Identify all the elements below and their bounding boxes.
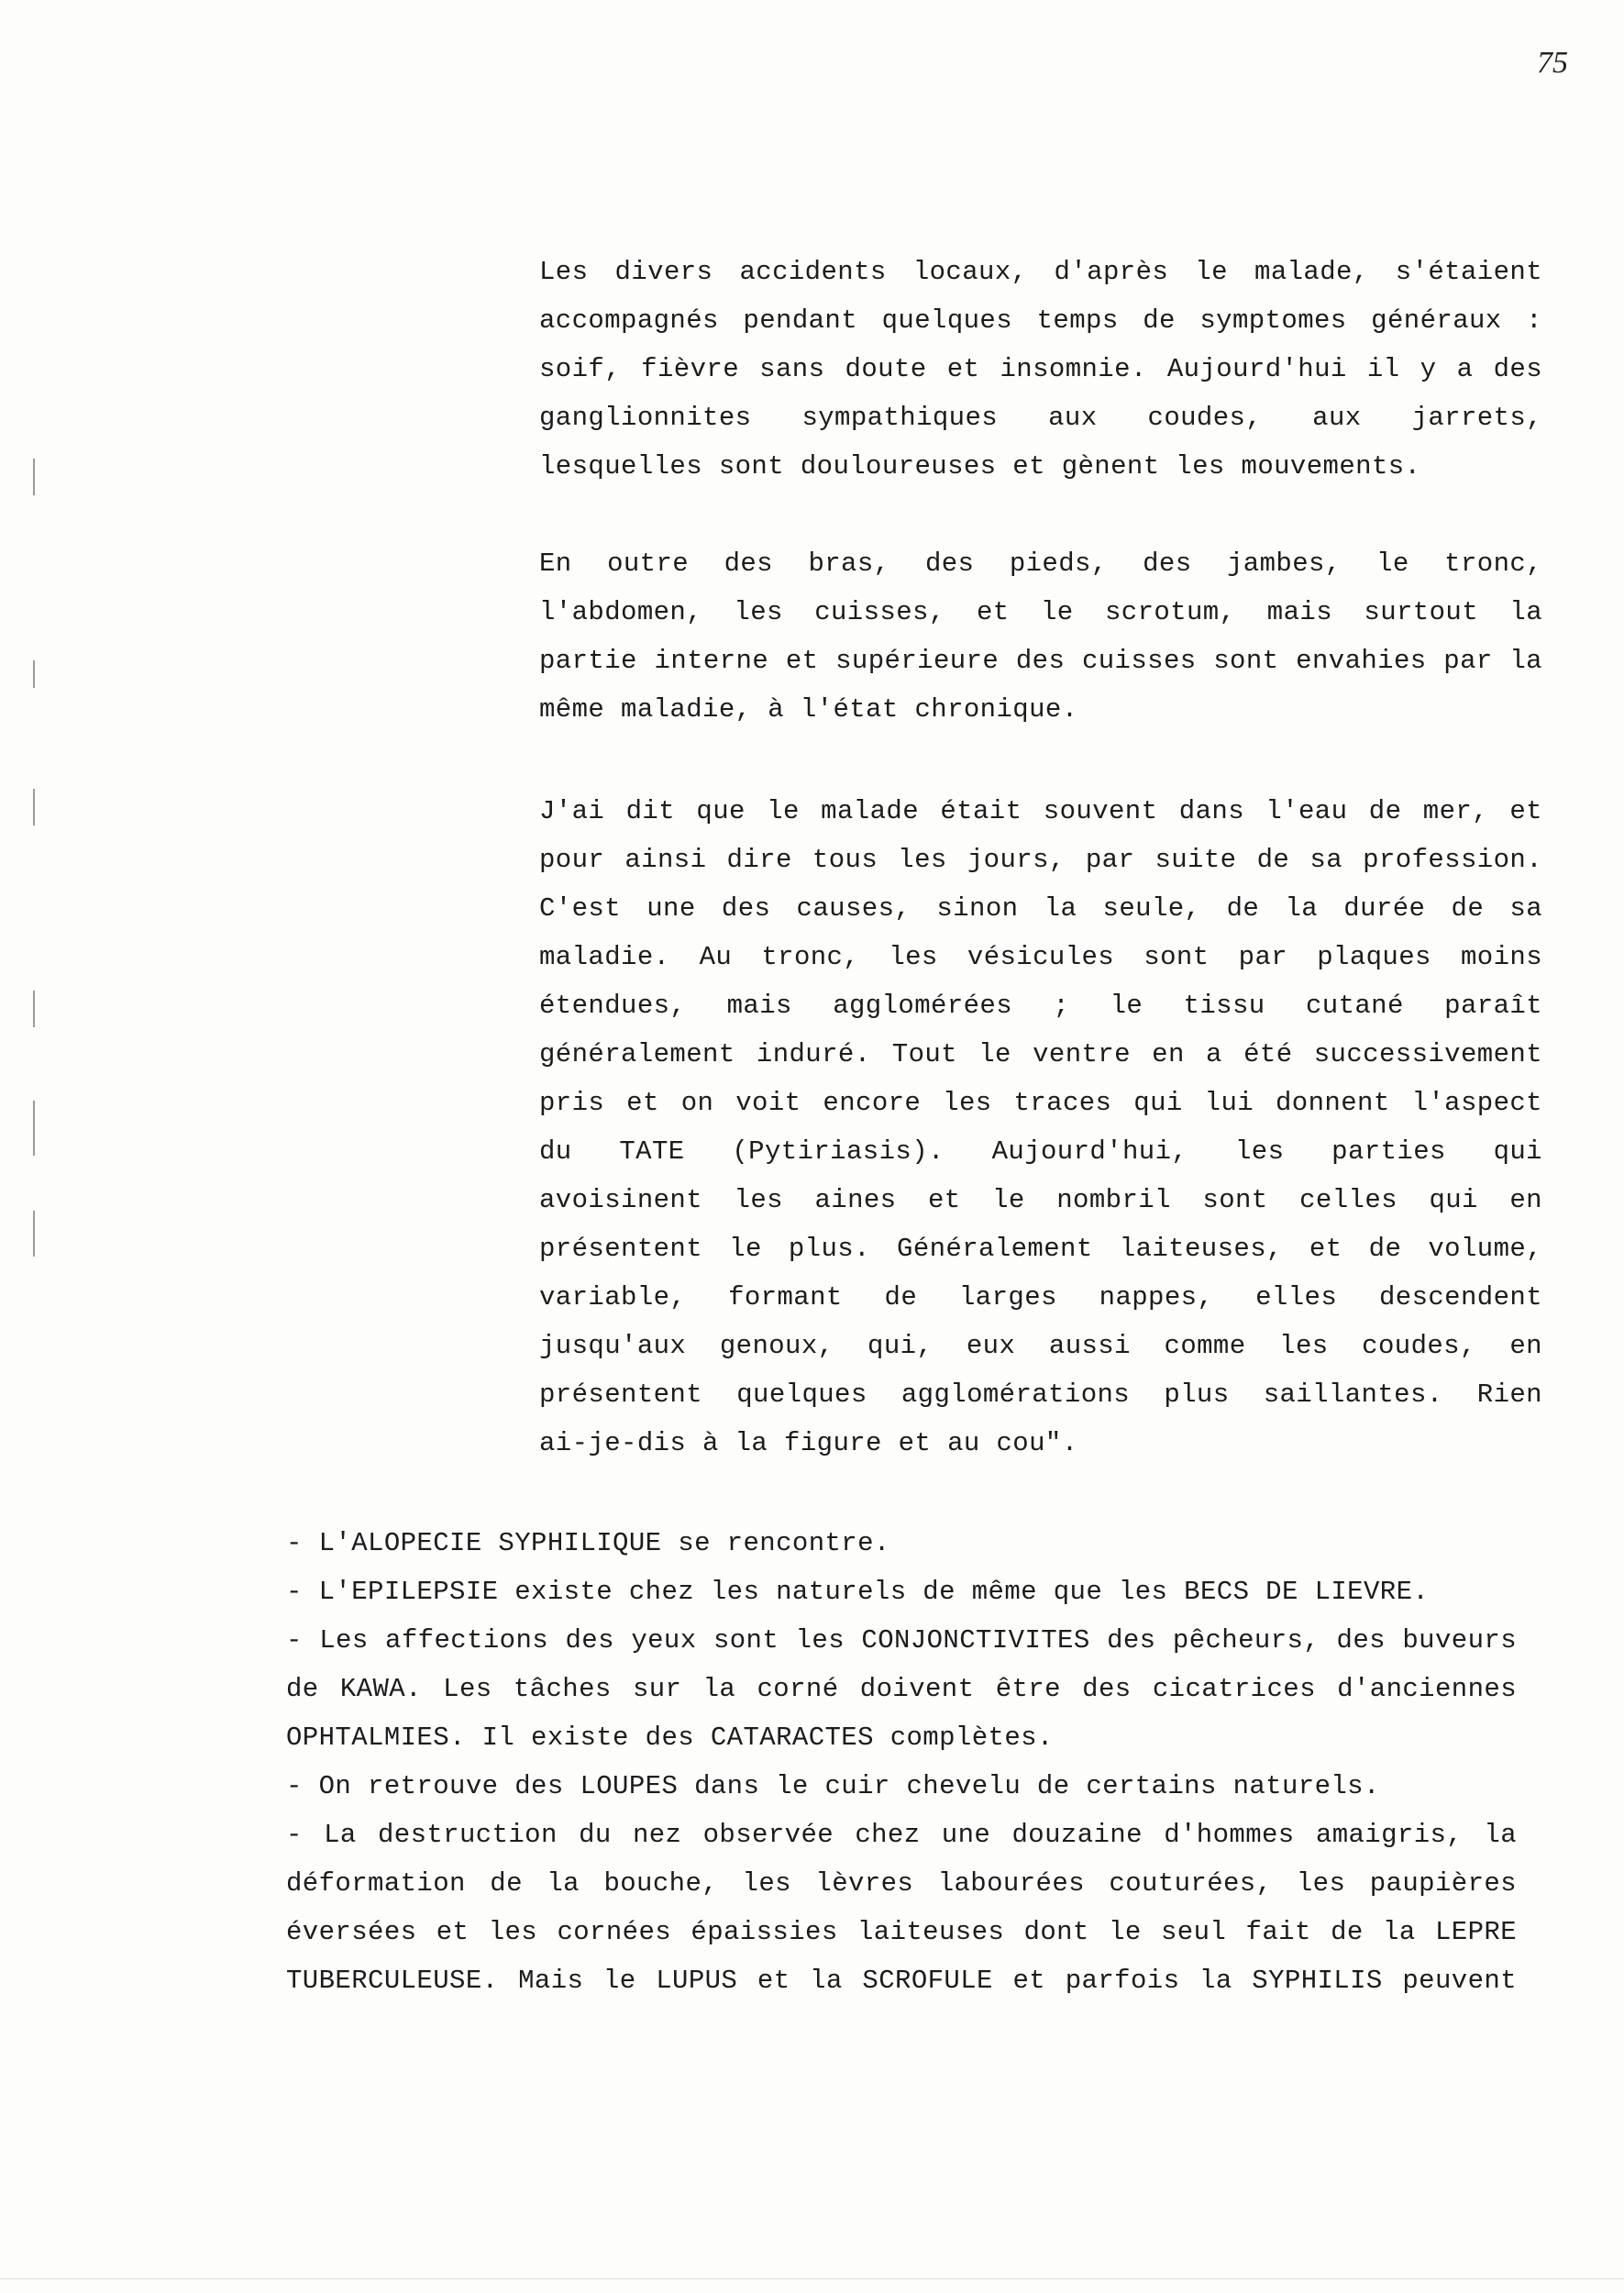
list-item-continuation: TUBERCULEUSE. Mais le LUPUS et la SCROFULE et parfois la SYPHILIS peuvent: [286, 1966, 1517, 1996]
text-line: J'ai dit que le malade était souvent dans l'eau de mer, et: [539, 796, 1542, 826]
text-line: présentent le plus. Généralement laiteuses, et de volume,: [539, 1234, 1542, 1264]
paragraph-3: [539, 787, 1542, 1468]
text-line: variable, formant de larges nappes, elles descendent: [539, 1282, 1542, 1313]
text-line: étendues, mais agglomérées ; le tissu cutané paraît: [539, 991, 1542, 1021]
text-line: avoisinent les aines et le nombril sont celles qui en: [539, 1185, 1542, 1215]
text-line: soif, fièvre sans doute et insomnie. Aujourd'hui il y a des: [539, 354, 1542, 384]
scan-margin-mark: [33, 991, 35, 1027]
text-line: accompagnés pendant quelques temps de symptomes généraux :: [539, 305, 1542, 336]
text-line: jusqu'aux genoux, qui, eux aussi comme les coudes, en: [539, 1331, 1542, 1361]
text-line: Les divers accidents locaux, d'après le malade, s'étaient: [539, 257, 1542, 287]
text-line: lesquelles sont douloureuses et gènent les mouvements.: [539, 451, 1421, 482]
text-line: C'est une des causes, sinon la seule, de la durée de sa: [539, 893, 1542, 924]
list-item: - L'EPILEPSIE existe chez les naturels de même que les BECS DE LIEVRE.: [286, 1577, 1430, 1607]
list-item: - Les affections des yeux sont les CONJONCTIVITES des pêcheurs, des buveurs: [286, 1625, 1517, 1656]
list-item-continuation: OPHTALMIES. Il existe des CATARACTES complètes.: [286, 1723, 1054, 1753]
text-line: présentent quelques agglomérations plus saillantes. Rien: [539, 1379, 1542, 1410]
scan-margin-mark: [33, 1211, 35, 1257]
text-line: ai-je-dis à la figure et au cou".: [539, 1428, 1078, 1458]
text-line: généralement induré. Tout le ventre en a été successivement: [539, 1039, 1542, 1069]
text-line: ganglionnites sympathiques aux coudes, aux jarrets,: [539, 403, 1542, 433]
text-line: pour ainsi dire tous les jours, par suite de sa profession.: [539, 845, 1542, 875]
text-line: même maladie, à l'état chronique.: [539, 694, 1078, 725]
scan-margin-mark: [33, 660, 35, 688]
text-line: pris et on voit encore les traces qui lui donnent l'aspect: [539, 1088, 1542, 1118]
list-item-continuation: déformation de la bouche, les lèvres labourées couturées, les paupières: [286, 1868, 1517, 1899]
scan-margin-mark: [33, 789, 35, 825]
text-line: En outre des bras, des pieds, des jambes, le tronc,: [539, 548, 1542, 579]
paragraph-2: [539, 539, 1542, 734]
observations-list: [286, 1519, 1517, 2005]
scan-margin-mark: [33, 1101, 35, 1156]
paragraph-1: [539, 248, 1542, 491]
list-item: - La destruction du nez observée chez une douzaine d'hommes amaigris, la: [286, 1820, 1517, 1850]
text-line: partie interne et supérieure des cuisses sont envahies par la: [539, 646, 1542, 676]
text-line: l'abdomen, les cuisses, et le scrotum, mais surtout la: [539, 597, 1542, 627]
scan-bottom-edge: [0, 2278, 1624, 2279]
text-line: du TATE (Pytiriasis). Aujourd'hui, les parties qui: [539, 1136, 1542, 1167]
list-item-continuation: de KAWA. Les tâches sur la corné doivent être des cicatrices d'anciennes: [286, 1674, 1517, 1704]
list-item: - L'ALOPECIE SYPHILIQUE se rencontre.: [286, 1528, 890, 1558]
page-number: 75: [1537, 46, 1568, 80]
list-item: - On retrouve des LOUPES dans le cuir chevelu de certains naturels.: [286, 1771, 1380, 1801]
list-item-continuation: éversées et les cornées épaissies laiteuses dont le seul fait de la LEPRE: [286, 1917, 1517, 1947]
scan-margin-mark: [33, 459, 35, 495]
text-line: maladie. Au tronc, les vésicules sont par plaques moins: [539, 942, 1542, 972]
